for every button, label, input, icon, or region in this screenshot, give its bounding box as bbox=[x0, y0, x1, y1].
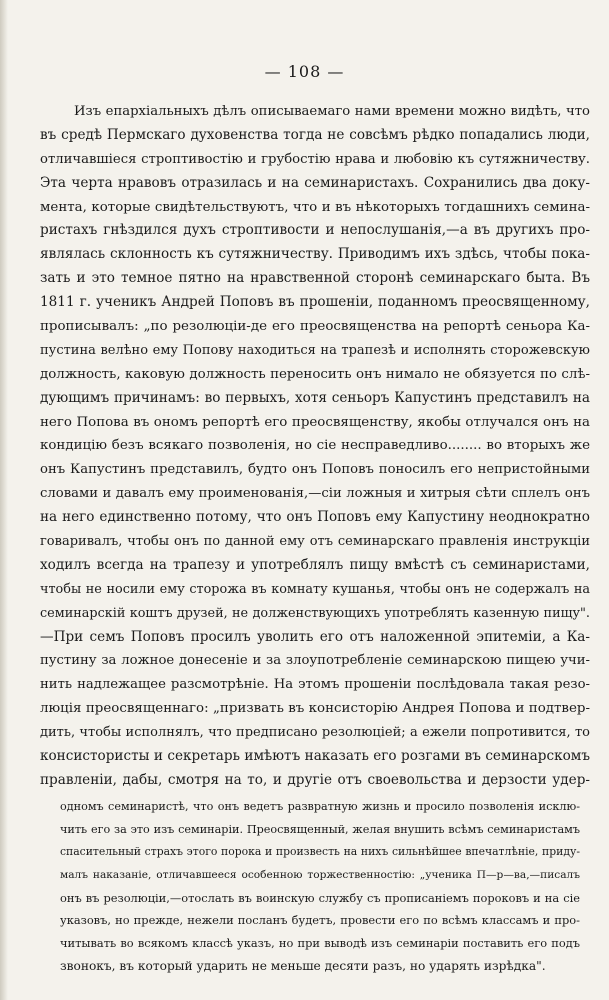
text-line: прописывалъ: „по резолюціи-де его преосвященства на репортѣ сеньора Ка- bbox=[40, 319, 590, 335]
footnote-text-block bbox=[60, 796, 580, 978]
text-line: нить надлежащее разсмотрѣніе. На этомъ прошеніи послѣдовала такая резо- bbox=[40, 677, 590, 693]
text-line: ходилъ всегда на трапезу и употреблялъ пищу вмѣстѣ съ семинаристами, bbox=[40, 556, 590, 573]
footnote-line: спасительный страхъ этого порока и произвесть на нихъ сильнѣйшее впечатлѣніе, приду- bbox=[60, 845, 580, 859]
text-line: пустину за ложное донесеніе и за злоупотребленіе семинарскою пищею учи- bbox=[40, 653, 590, 669]
footnote-line: читывать во всякомъ классѣ указъ, но при выводѣ изъ семинаріи поставить его подъ bbox=[60, 936, 580, 951]
text-line: говаривалъ, чтобы онъ по данной ему отъ семинарскаго правленія инструкціи bbox=[40, 534, 590, 550]
text-line: пустина велѣно ему Попову находиться на трапезѣ и исполнять сторожевскую bbox=[40, 342, 590, 358]
footnote-line: звонокъ, въ который ударить не меньше десяти разъ, но ударять изрѣдка". bbox=[60, 958, 546, 973]
text-line: мента, которые свидѣтельствуютъ, что и въ нѣкоторыхъ тогдашнихъ семина- bbox=[40, 199, 590, 215]
footnote-line: одномъ семинаристѣ, что онъ ведетъ развратную жизнь и просило позволенія исклю- bbox=[60, 800, 580, 813]
text-line: него Попова въ ономъ репортѣ его преосвященству, якобы отлучался онъ на bbox=[40, 414, 590, 430]
footnote-line: чить его за это изъ семинаріи. Преосвященный, желая внушить всѣмъ семинаристамъ bbox=[60, 822, 580, 836]
text-line: онъ Капустинъ представилъ, будто онъ Поповъ поносилъ его непристойными bbox=[40, 462, 590, 478]
text-line: въ средѣ Пермскаго духовенства тогда не совсѣмъ рѣдко попадались люди, bbox=[40, 126, 590, 143]
text-line: правленіи, дабы, смотря на то, и другіе отъ своевольства и дерзости удер- bbox=[40, 771, 590, 788]
text-line: словами и давалъ ему проименованія,—сіи ложныя и хитрыя сѣти сплелъ онъ bbox=[40, 486, 590, 502]
text-line: консистористы и секретарь имѣютъ наказать его розгами въ семинарскомъ bbox=[40, 748, 590, 765]
text-line: отличавшіеся строптивостію и грубостію нрава и любовію къ сутяжничеству. bbox=[40, 151, 590, 167]
page-number: — 108 — bbox=[264, 62, 345, 81]
text-line: —При семъ Поповъ просилъ уволить его отъ наложенной эпитеміи, а Ка- bbox=[40, 628, 590, 645]
footnote-line: малъ наказаніе, отличавшееся особенною торжественностію: „ученика П—р—ва,—писалъ bbox=[60, 869, 580, 882]
text-line: Изъ епархіальныхъ дѣлъ описываемаго нами времени можно видѣть, что bbox=[74, 104, 590, 119]
text-line: ристахъ гнѣздился духъ строптивости и непослушанія,—а въ другихъ про- bbox=[40, 222, 590, 239]
text-line: дить, чтобы исполнялъ, что предписано резолюціей; а ежели попротивится, то bbox=[40, 725, 590, 741]
main-text-block bbox=[40, 100, 590, 793]
text-line: на него единственно потому, что онъ Поповъ ему Капустину неоднократно bbox=[40, 509, 590, 526]
text-line: должность, каковую должность переносить онъ нимало не обязуется по слѣ- bbox=[40, 366, 590, 382]
footnote-line: указовъ, но прежде, нежели посланъ будетъ, провести его по всѣмъ классамъ и про- bbox=[60, 913, 580, 928]
text-line: 1811 г. ученикъ Андрей Поповъ въ прошеніи, поданномъ преосвященному, bbox=[40, 294, 590, 311]
text-line: дующимъ причинамъ: во первыхъ, хотя сеньоръ Капустинъ представилъ на bbox=[40, 389, 590, 406]
footnote-line: онъ въ резолюціи,—отослать въ воинскую службу съ прописаніемъ пороковъ и на сіе bbox=[60, 890, 580, 905]
text-line: Эта черта нравовъ отразилась и на семинаристахъ. Сохранились два доку- bbox=[40, 174, 590, 191]
text-line: являлась склонность къ сутяжничеству. Приводимъ ихъ здѣсь, чтобы пока- bbox=[40, 246, 590, 263]
text-line: зать и это темное пятно на нравственной сторонѣ семинарскаго быта. Въ bbox=[40, 270, 590, 287]
text-line: семинарскій коштъ друзей, не долженствующихъ употреблять казенную пищу". bbox=[40, 605, 590, 621]
text-line: люція преосвященнаго: „призвать въ консисторію Андрея Попова и подтвер- bbox=[40, 701, 590, 717]
page-edge-shadow bbox=[0, 0, 8, 1000]
text-line: чтобы не носили ему сторожа въ комнату кушанья, чтобы онъ не содержалъ на bbox=[40, 581, 590, 597]
text-line: кондицію безъ всякаго позволенія, но сіе несправедливо........ во вторыхъ же bbox=[40, 438, 590, 454]
